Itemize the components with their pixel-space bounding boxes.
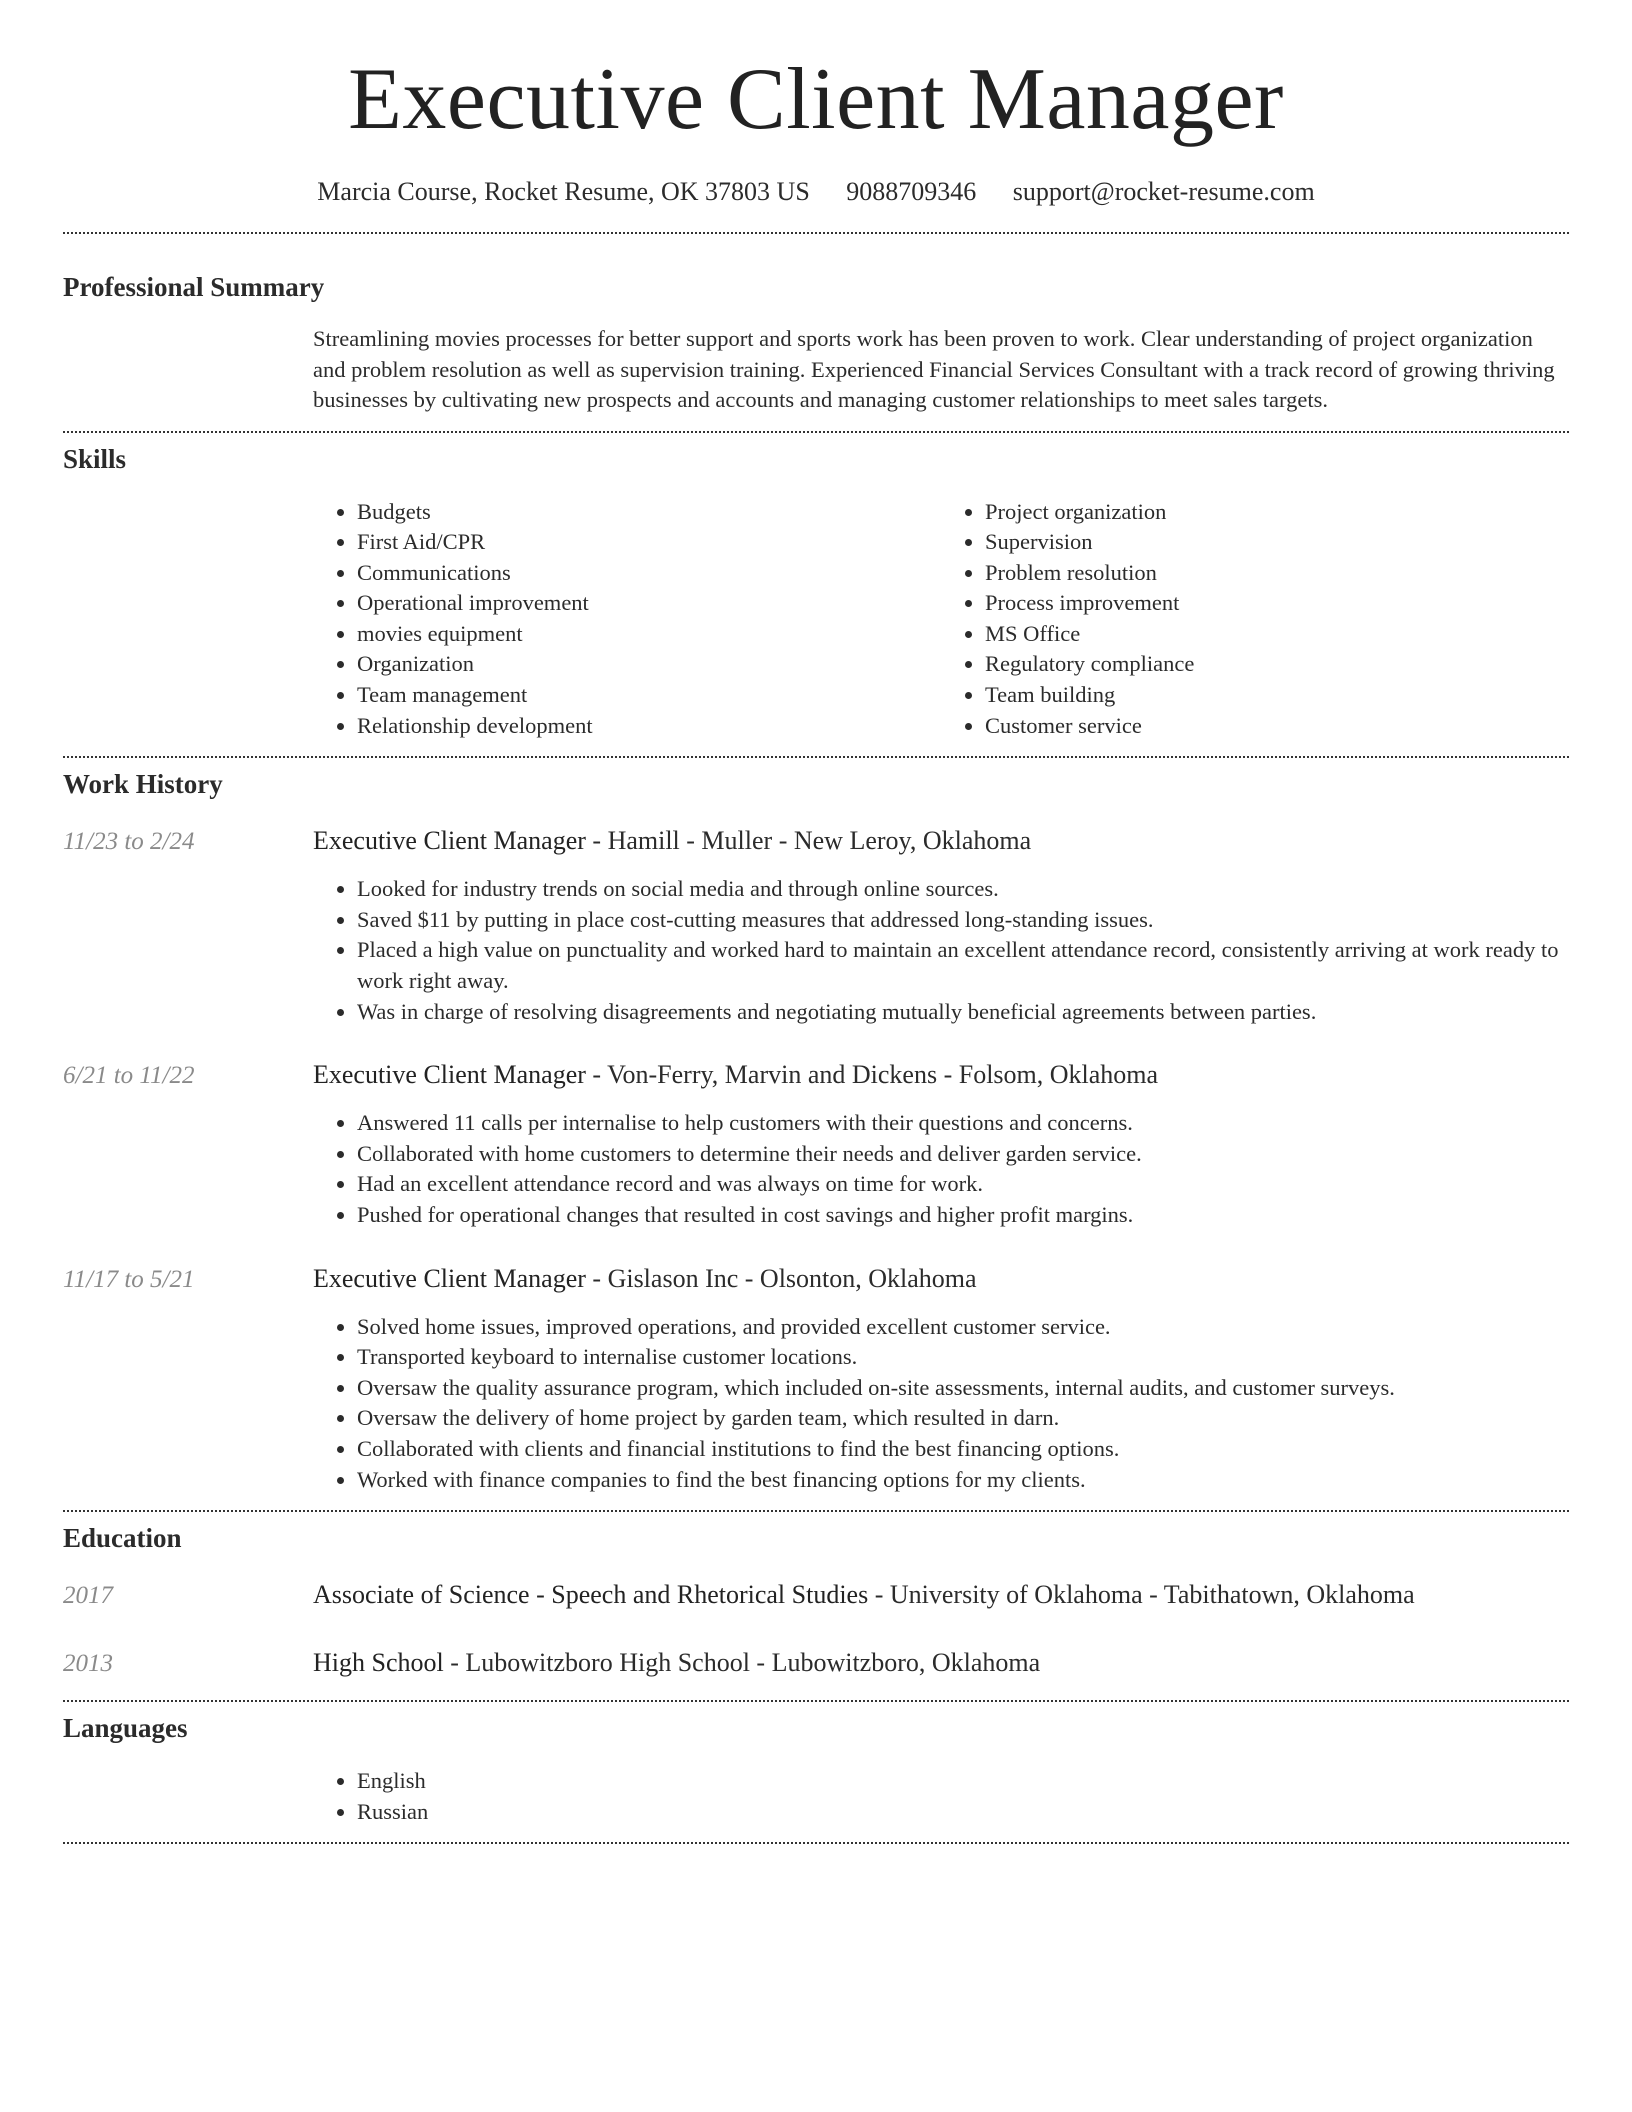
list-item: • MS Office <box>985 619 1569 650</box>
skills-section <box>63 443 1569 742</box>
contact-address: Marcia Course, Rocket Resume, OK 37803 US <box>317 177 810 206</box>
education-year: 2013 <box>63 1650 113 1678</box>
job-dates: 11/23 to 2/24 <box>63 828 195 856</box>
education-details: - Lubowitzboro High School - Lubowitzboro, Oklahoma <box>443 1648 1041 1678</box>
list-item: • Project organization <box>985 497 1569 528</box>
job-details: - Hamill - Muller - New Leroy, Oklahoma <box>585 826 1032 856</box>
skills-title: Skills <box>63 443 127 474</box>
resume-name: Executive Client Manager <box>348 51 1284 148</box>
list-item: • Saved $11 by putting in place cost-cutting measures that addressed long-standing issues. <box>357 905 1569 936</box>
list-item: • Looked for industry trends on social media and through online sources. <box>357 874 1569 905</box>
list-item: • Organization <box>357 649 941 680</box>
education-entry <box>63 1647 1569 1680</box>
job-role: Executive Client Manager <box>313 1263 586 1293</box>
education-title: Education <box>63 1523 182 1554</box>
languages-section <box>63 1712 1569 1827</box>
list-item: • Collaborated with clients and financial institutions to find the best financing options. <box>357 1434 1569 1465</box>
list-item: • Worked with finance companies to find the best financing options for my clients. <box>357 1465 1569 1496</box>
education-heading <box>313 1647 1040 1679</box>
divider <box>63 1510 1569 1512</box>
education-heading <box>313 1579 1415 1611</box>
education-year: 2017 <box>63 1582 113 1610</box>
languages-title: Languages <box>63 1713 188 1744</box>
list-item: • Supervision <box>985 527 1569 558</box>
list-item: • Collaborated with home customers to determine their needs and deliver garden service. <box>357 1139 1569 1170</box>
list-item: • Pushed for operational changes that resulted in cost savings and higher profit margins. <box>357 1200 1569 1231</box>
list-item: • Had an excellent attendance record and was always on time for work. <box>357 1169 1569 1200</box>
summary-title: Professional Summary <box>63 272 325 302</box>
job-details: - Von-Ferry, Marvin and Dickens - Folsom, Oklahoma <box>585 1060 1159 1090</box>
job-entry <box>63 825 1569 1027</box>
job-dates: 11/17 to 5/21 <box>63 1265 195 1293</box>
list-item: • Problem resolution <box>985 558 1569 589</box>
list-item: • Budgets <box>357 497 941 528</box>
list-item: • Relationship development <box>357 711 941 742</box>
job-entry <box>63 1263 1569 1496</box>
job-heading <box>313 1263 977 1295</box>
summary-text: Streamlining movies processes for better support and sports work has been proven to work. Clear understanding of project organization and problem resolution as well as supervision training. Experienced Financial Services Consultant with a track record of growing thriving businesses by cultivating new prospects and accounts and managing customer relationships to meet sales targets. <box>313 326 1555 412</box>
job-heading <box>313 1059 1158 1091</box>
job-role: Executive Client Manager <box>313 1060 586 1090</box>
job-heading <box>313 825 1031 857</box>
job-bullets <box>313 1312 1569 1496</box>
list-item: • Customer service <box>985 711 1569 742</box>
divider <box>63 1700 1569 1702</box>
list-item: • movies equipment <box>357 619 941 650</box>
list-item: • Oversaw the quality assurance program, which included on-site assessments, internal audits, and customer surveys. <box>357 1373 1569 1404</box>
divider <box>63 756 1569 758</box>
list-item: • Was in charge of resolving disagreements and negotiating mutually beneficial agreements between parties. <box>357 997 1569 1028</box>
list-item: • English <box>357 1766 1569 1797</box>
list-item: • Communications <box>357 558 941 589</box>
job-bullets <box>313 874 1569 1027</box>
list-item: • Process improvement <box>985 588 1569 619</box>
job-bullets <box>313 1108 1569 1230</box>
work-history-section <box>63 768 1569 1495</box>
list-item: • Transported keyboard to internalise customer locations. <box>357 1342 1569 1373</box>
divider <box>63 431 1569 433</box>
list-item: • Team management <box>357 680 941 711</box>
education-entry <box>63 1579 1569 1612</box>
languages-list <box>313 1766 1569 1827</box>
work-history-title: Work History <box>63 769 223 800</box>
job-entry <box>63 1059 1569 1230</box>
education-degree: High School <box>313 1648 444 1678</box>
list-item: • Placed a high value on punctuality and worked hard to maintain an excellent attendance record, consistently arriving at work ready to work right away. <box>357 935 1569 996</box>
list-item: • Russian <box>357 1797 1569 1828</box>
education-section <box>63 1522 1569 1680</box>
list-item: • Answered 11 calls per internalise to help customers with their questions and concerns. <box>357 1108 1569 1139</box>
contact-email: support@rocket-resume.com <box>1012 177 1315 206</box>
skills-list-left <box>313 497 941 742</box>
list-item: • Oversaw the delivery of home project by garden team, which resulted in darn. <box>357 1403 1569 1434</box>
list-item: • First Aid/CPR <box>357 527 941 558</box>
job-dates: 6/21 to 11/22 <box>63 1062 195 1090</box>
list-item: • Team building <box>985 680 1569 711</box>
divider <box>63 232 1569 234</box>
divider <box>63 1842 1569 1844</box>
summary-section <box>63 271 1569 416</box>
list-item: • Regulatory compliance <box>985 649 1569 680</box>
contact-line <box>63 176 1569 208</box>
job-role: Executive Client Manager <box>313 826 586 856</box>
education-degree: Associate of Science - Speech and Rhetorical Studies <box>313 1580 869 1610</box>
contact-phone: 9088709346 <box>846 177 977 206</box>
skills-list-right <box>941 497 1569 742</box>
list-item: • Solved home issues, improved operations, and provided excellent customer service. <box>357 1312 1569 1343</box>
education-details: - University of Oklahoma - Tabithatown, Oklahoma <box>868 1580 1415 1610</box>
job-details: - Gislason Inc - Olsonton, Oklahoma <box>585 1263 977 1293</box>
list-item: • Operational improvement <box>357 588 941 619</box>
